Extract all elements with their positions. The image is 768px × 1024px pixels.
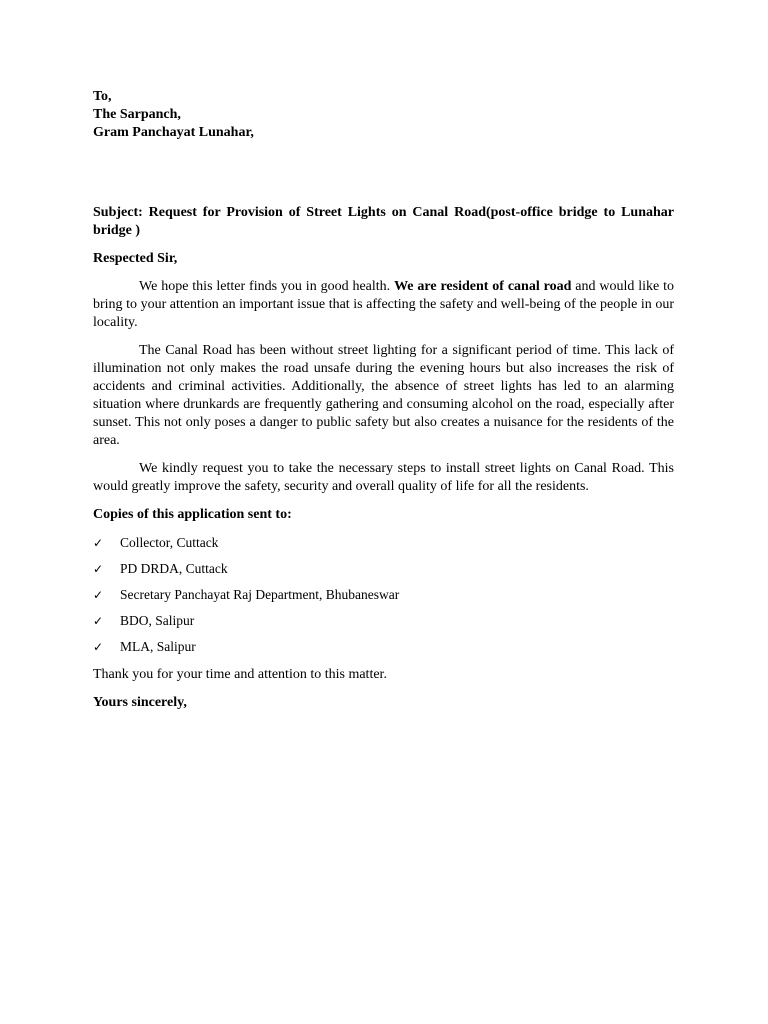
recipient-name: BDO, Salipur [120, 613, 195, 628]
subject-label: Subject: [93, 205, 143, 220]
recipient-address [93, 88, 674, 142]
recipient-name: Secretary Panchayat Raj Department, Bhubaneswar [120, 587, 400, 602]
paragraph-request: We kindly request you to take the necessary steps to install street lights on Canal Road. This would greatly improve the safety, security and overall quality of life for all the residents. [93, 461, 674, 494]
signoff: Yours sincerely, [93, 695, 187, 710]
check-icon: ✓ [93, 562, 104, 576]
paragraph-intro-part2: and would like to bring to your attention an important issue that is affecting the safety and well-being of the people in our locality. [93, 279, 674, 330]
paragraph-intro-part1: We hope this letter finds you in good health. [139, 279, 395, 294]
list-item [93, 634, 674, 660]
copies-heading: Copies of this application sent to: [93, 507, 292, 522]
address-line-to: To, [93, 89, 112, 104]
subject-text: Request for Provision of Street Lights on Canal Road(post-office bridge to Lunahar bridge ) [93, 205, 674, 238]
recipient-name: MLA, Salipur [120, 639, 196, 654]
list-item [93, 608, 674, 634]
check-icon: ✓ [93, 614, 104, 628]
salutation: Respected Sir, [93, 251, 178, 266]
check-icon: ✓ [93, 588, 104, 602]
paragraph-problem: The Canal Road has been without street lighting for a significant period of time. This lack of illumination not only makes the road unsafe during the evening hours but also increases the risk of accidents and criminal activities. Additionally, the absence of street lights has led to an alarming situation where drunkards are frequently gathering and consuming alcohol on the road, especially after sunset. This not only poses a danger to public safety but also creates a nuisance for the residents of the area. [93, 343, 674, 448]
recipient-name: PD DRDA, Cuttack [120, 561, 228, 576]
check-icon: ✓ [93, 640, 104, 654]
check-icon: ✓ [93, 536, 104, 550]
list-item [93, 530, 674, 556]
copies-list [93, 530, 674, 660]
letter-body [93, 88, 674, 712]
closing-line: Thank you for your time and attention to this matter. [93, 667, 387, 682]
subject-line [93, 204, 674, 240]
paragraph-intro [93, 278, 674, 332]
recipient-name: Collector, Cuttack [120, 535, 219, 550]
list-item [93, 556, 674, 582]
paragraph-intro-bold: We are resident of canal road [394, 279, 572, 294]
address-line-office: Gram Panchayat Lunahar, [93, 125, 254, 140]
address-line-title: The Sarpanch, [93, 107, 181, 122]
list-item [93, 582, 674, 608]
